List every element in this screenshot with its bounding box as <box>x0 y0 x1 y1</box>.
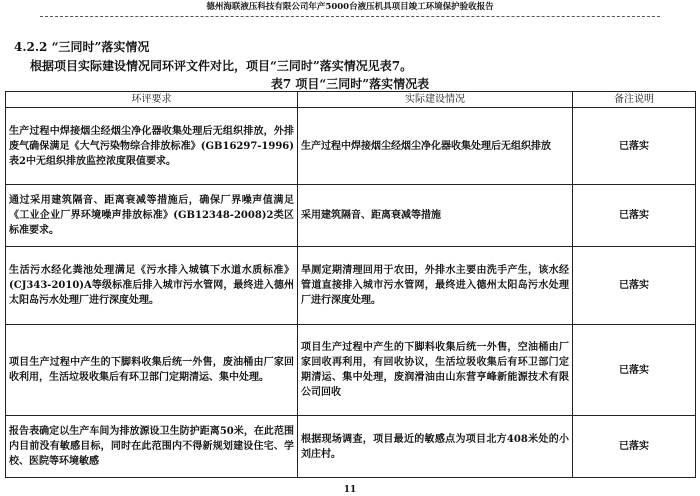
column-header-requirement: 环评要求 <box>6 92 298 108</box>
actual-cell: 旱厕定期清理回用于农田，外排水主要由洗手产生，该水经管道直接排入城市污水管网，最终进入德州太阳岛污水处理厂进行深度处理。 <box>298 247 573 325</box>
note-cell: 已落实 <box>573 325 696 416</box>
table-row <box>6 185 696 247</box>
three-simultaneous-table <box>5 91 696 478</box>
requirement-cell: 生活污水经化粪池处理满足《污水排入城镇下水道水质标准》(CJ343-2010)A等级标准后排入城市污水管网，最终进入德州太阳岛污水处理厂进行深度处理。 <box>6 247 298 325</box>
actual-cell: 项目生产过程中产生的下脚料收集后统一外售，空油桶由厂家回收再利用，有回收协议，生活垃圾收集后有环卫部门定期清运、集中处理，废润滑油由山东营亨峰新能源技术有限公司回收 <box>298 325 573 416</box>
note-cell: 已落实 <box>573 416 696 478</box>
note-cell: 已落实 <box>573 185 696 247</box>
table-row <box>6 416 696 478</box>
actual-cell: 生产过程中焊接烟尘经烟尘净化器收集处理后无组织排放 <box>298 108 573 185</box>
requirement-cell: 生产过程中焊接烟尘经烟尘净化器收集处理后无组织排放，外排废气确保满足《大气污染物综合排放标准》(GB16297-1996)表2中无组织排放监控浓度限值要求。 <box>6 108 298 185</box>
table-header-row <box>6 92 696 108</box>
note-cell: 已落实 <box>573 247 696 325</box>
section-title: 4.2.2 “三同时”落实情况 <box>14 40 150 54</box>
table-row <box>6 325 696 416</box>
requirement-cell: 报告表确定以生产车间为排放源设卫生防护距离50米，在此范围内目前没有敏感目标，同时在此范围内不得新规划建设住宅、学校、医院等环境敏感 <box>6 416 298 478</box>
document-header: 德州海联液压科技有限公司年产5000台液压机具项目竣工环境保护验收报告 <box>40 0 660 17</box>
note-cell: 已落实 <box>573 108 696 185</box>
table-row <box>6 247 696 325</box>
column-header-note: 备注说明 <box>573 92 696 108</box>
requirement-cell: 通过采用建筑隔音、距离衰减等措施后，确保厂界噪声值满足《工业企业厂界环境噪声排放标准》(GB12348-2008)2类区标准要求。 <box>6 185 298 247</box>
intro-paragraph: 根据项目实际建设情况同环评文件对比，项目“三同时”落实情况见表7。 <box>30 59 413 73</box>
table-title: 表7 项目“三同时”落实情况表 <box>270 77 430 91</box>
actual-cell: 根据现场调查，项目最近的敏感点为项目北方408米处的小刘庄村。 <box>298 416 573 478</box>
table-row <box>6 108 696 185</box>
page-number: 11 <box>343 485 357 495</box>
actual-cell: 采用建筑隔音、距离衰减等措施 <box>298 185 573 247</box>
column-header-actual: 实际建设情况 <box>298 92 573 108</box>
requirement-cell: 项目生产过程中产生的下脚料收集后统一外售，废油桶由厂家回收利用，生活垃圾收集后有环卫部门定期清运、集中处理。 <box>6 325 298 416</box>
